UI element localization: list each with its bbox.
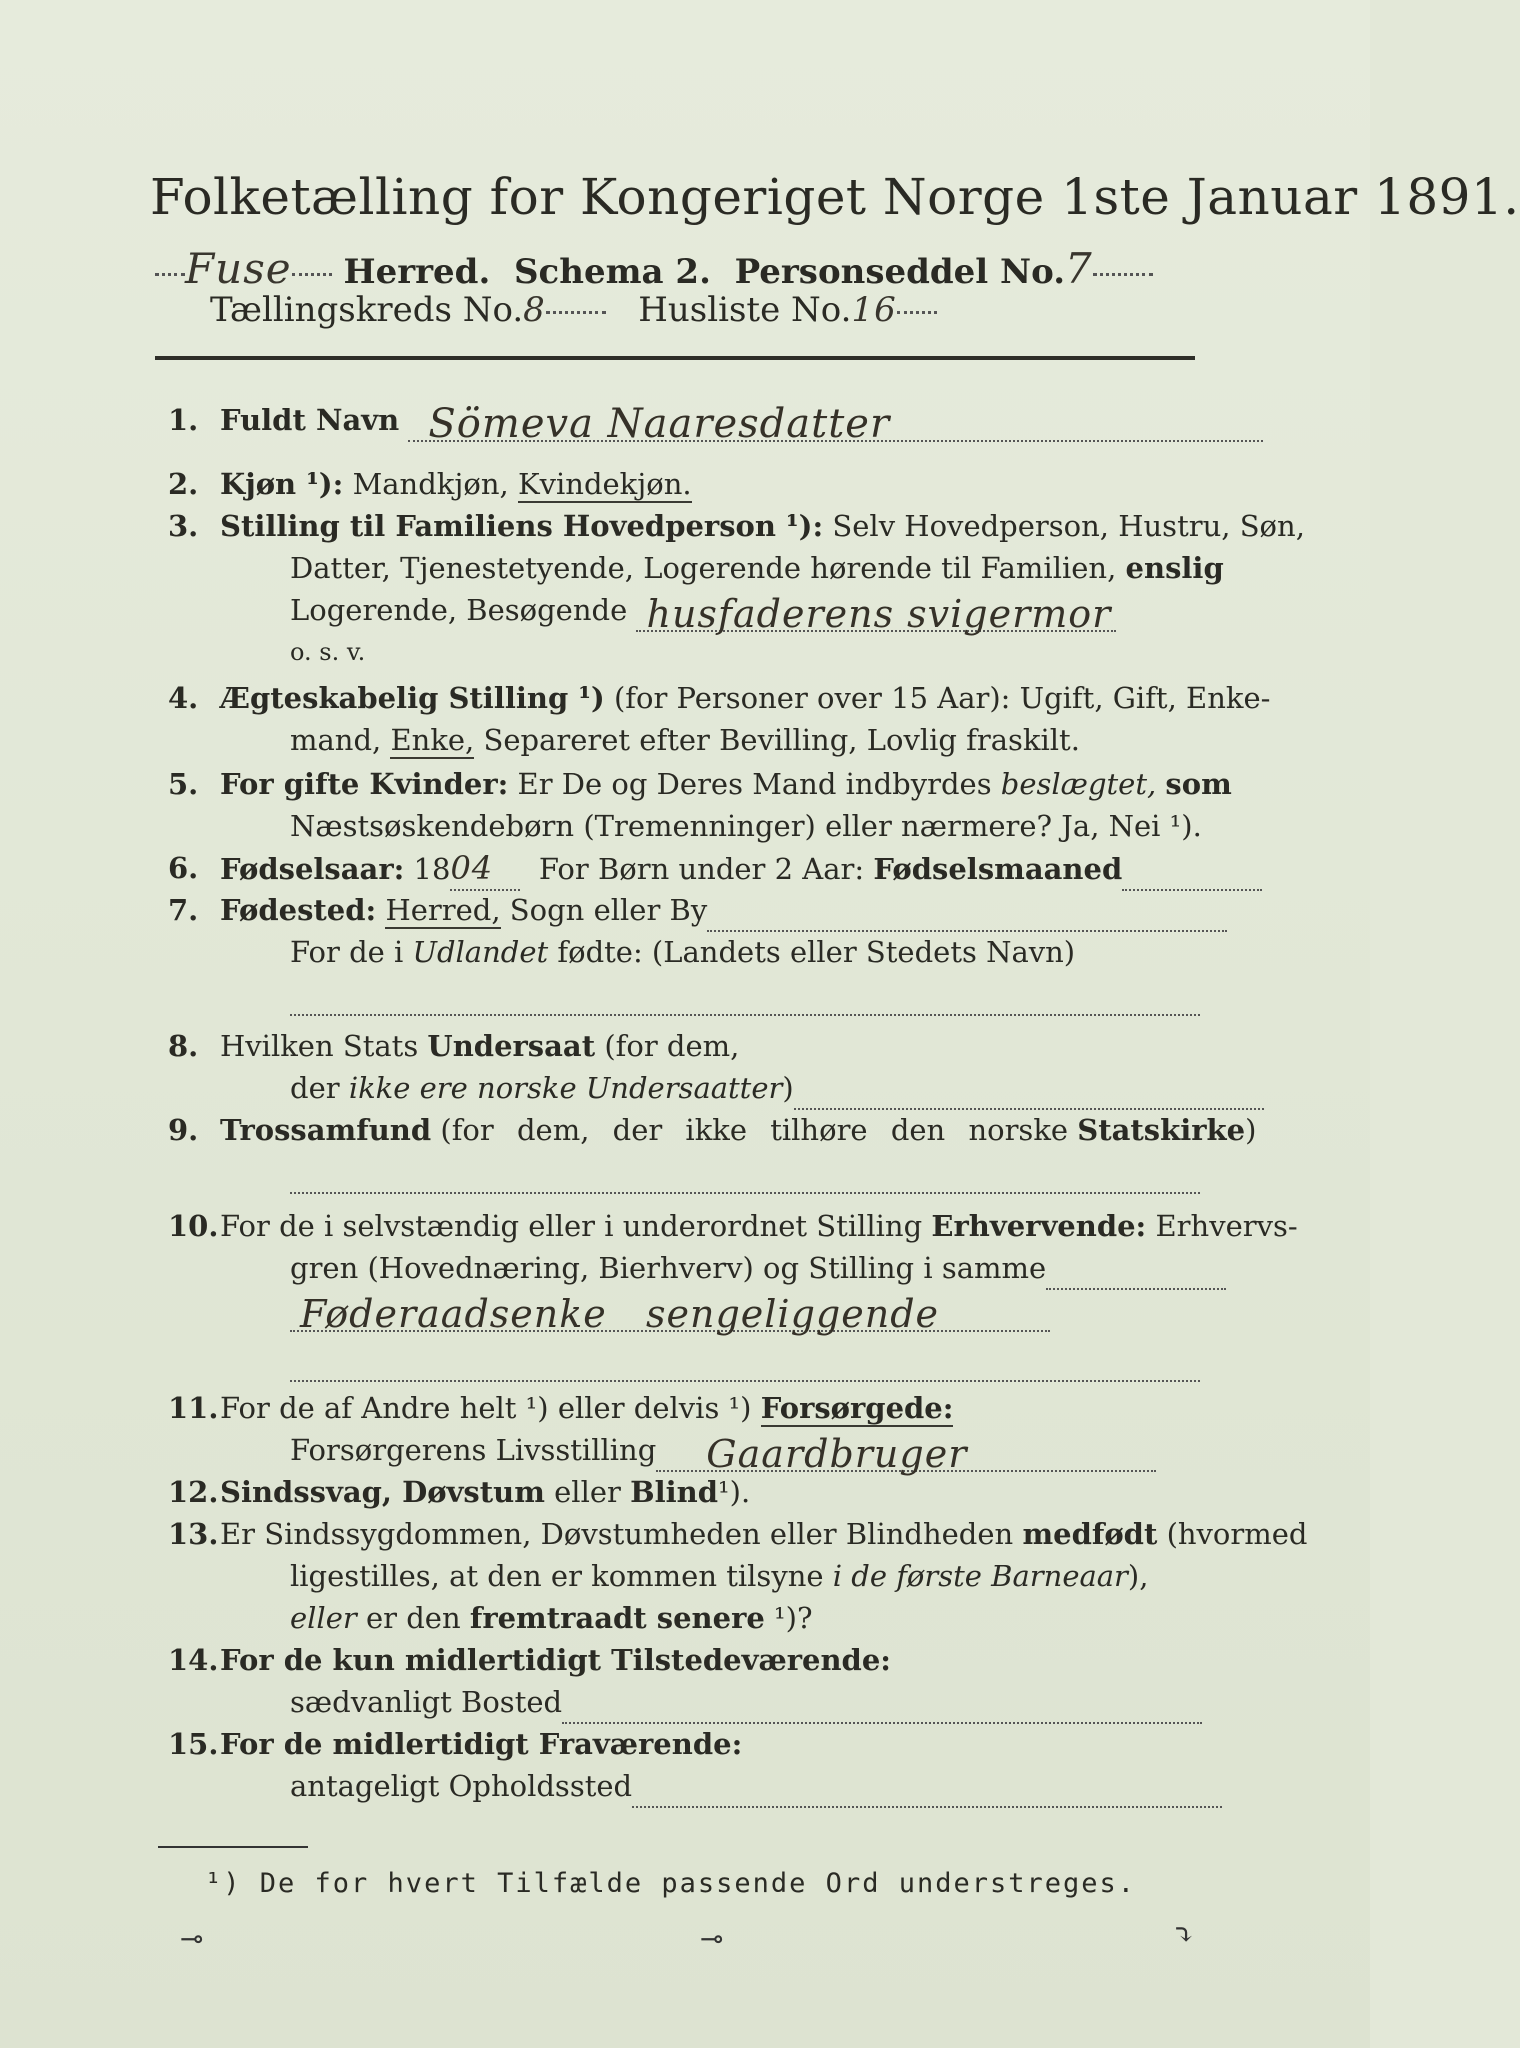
occupation-value: Føderaadsenke sengeliggende [300, 1292, 940, 1336]
item-label: Fødselsmaaned [873, 852, 1123, 886]
item-label: Forsørgede: [760, 1391, 954, 1425]
item-label: fremtraadt senere [469, 1601, 765, 1635]
item-number: 1. [168, 403, 199, 437]
husliste-value: 16 [851, 290, 897, 330]
item-text: Er De og Deres Mand indbyrdes [517, 767, 992, 801]
kreds-label: Tællingskreds No. [210, 290, 524, 330]
item-text: ) [1245, 1113, 1257, 1147]
full-name-value: Sömeva Naaresdatter [428, 401, 891, 447]
item-text: sædvanligt Bosted [290, 1685, 563, 1719]
supporter-value: Gaardbruger [706, 1432, 968, 1476]
item-text: Forsørgerens Livsstilling [290, 1433, 657, 1467]
item-label: medfødt [1022, 1517, 1158, 1551]
item-text: Erhvervs- [1155, 1209, 1298, 1243]
schema-label: Schema 2. [513, 252, 711, 292]
item-number: 2. [168, 467, 199, 501]
item-text: Selv Hovedperson, Hustru, Søn, [832, 509, 1305, 543]
registration-mark-left: ⊸ [180, 1922, 204, 1955]
item-text: ¹). [718, 1475, 751, 1509]
item-text: ), [1127, 1559, 1149, 1593]
item-number: 10. [168, 1209, 219, 1243]
item-label: For de kun midlertidigt Tilstedeværende: [220, 1643, 891, 1677]
item-text: Sogn eller By [509, 893, 708, 927]
item-number: 6. [168, 851, 199, 885]
item-label: Erhvervende: [931, 1209, 1147, 1243]
item-label: For gifte Kvinder: [220, 767, 509, 801]
item-text: For de i selvstændig eller i underordnet Stilling [220, 1209, 923, 1243]
husliste-label: Husliste No. [638, 290, 852, 330]
item-number: 14. [168, 1643, 219, 1677]
item-label: Fødested: [220, 893, 377, 927]
gender-option: Mandkjøn, [352, 467, 509, 501]
herred-value: Fuse [185, 244, 292, 293]
item-label: Fødselsaar: [220, 852, 405, 886]
personseddel-value: 7 [1065, 244, 1093, 293]
kreds-line [210, 290, 937, 330]
item-number: 5. [168, 767, 199, 801]
item-text: ) [782, 1071, 794, 1105]
item-text: beslægtet, [1000, 767, 1157, 801]
item-label: Statskirke [1077, 1113, 1246, 1147]
item-text: der [290, 1071, 340, 1105]
item-label: Blind [630, 1475, 719, 1509]
item-label: Stilling til Familiens Hovedperson ¹): [220, 509, 824, 543]
item-text: Logerende, Besøgende [290, 593, 628, 627]
item-text: eller [554, 1475, 621, 1509]
item-number: 3. [168, 509, 199, 543]
item-text: (for Personer over 15 Aar): Ugift, Gift, Enke- [613, 681, 1271, 715]
item-text: ligestilles, at den er kommen tilsyne [290, 1559, 824, 1593]
item-label: Fuldt Navn [220, 403, 400, 437]
marital-selected: Enke, [390, 723, 475, 757]
item-text: Separeret efter Bevilling, Lovlig fraskilt. [483, 723, 1080, 757]
item-label: Ægteskabelig Stilling ¹) [220, 681, 605, 715]
personseddel-label: Personseddel No. [734, 252, 1066, 292]
header-rule [155, 356, 1195, 360]
form-title: Folketælling for Kongeriget Norge 1ste Januar 1891. [150, 168, 1520, 226]
item-number: 7. [168, 893, 199, 927]
item-text: (for dem, [604, 1029, 740, 1063]
item-text: Er Sindssygdommen, Døvstumheden eller Blindheden [220, 1517, 1014, 1551]
item-text: For de i [290, 935, 404, 969]
item-label: Kjøn ¹): [220, 467, 344, 501]
item-text: fødte: (Landets eller Stedets Navn) [557, 935, 1076, 969]
birthplace-selected: Herred, [385, 893, 501, 927]
item-text: eller [290, 1601, 357, 1635]
item-number: 11. [168, 1391, 219, 1425]
item-text: antageligt Opholdssted [290, 1769, 633, 1803]
item-number: 12. [168, 1475, 219, 1509]
item-number: 13. [168, 1517, 219, 1551]
item-text: gren (Hovednæring, Bierhverv) og Stilling i samme [290, 1251, 1047, 1285]
footnote-rule [158, 1846, 308, 1848]
item-number: 8. [168, 1029, 199, 1063]
item-text: ¹)? [774, 1601, 813, 1635]
birth-year-value: 04 [450, 849, 494, 887]
footnote: ¹) De for hvert Tilfælde passende Ord understreges. [205, 1868, 1137, 1899]
herred-label: Herred. [343, 252, 491, 292]
item-text: som [1165, 767, 1232, 801]
herred-line [155, 244, 1153, 293]
item-number: 15. [168, 1727, 219, 1761]
item-text: ikke ere norske Undersaatter [348, 1071, 783, 1105]
item-text: Udlandet [412, 935, 549, 969]
item-text: Datter, Tjenestetyende, Logerende hørende til Familien, [290, 551, 1117, 585]
item-text: Næstsøskendebørn (Tremenninger) eller nærmere? Ja, Nei ¹). [290, 809, 1202, 843]
item-text: er den [365, 1601, 461, 1635]
item-text: (for dem, der ikke tilhøre den norske [440, 1113, 1069, 1147]
item-text: For de af Andre helt ¹) eller delvis ¹) [220, 1391, 752, 1425]
item-number: 4. [168, 681, 199, 715]
item-label: Sindssvag, Døvstum [220, 1475, 545, 1509]
item-text: enslig [1125, 551, 1224, 585]
item-number: 9. [168, 1113, 199, 1147]
kreds-value: 8 [523, 290, 546, 330]
family-position-value: husfaderens svigermor [646, 592, 1112, 636]
item-text: i de første Barneaar [832, 1559, 1128, 1593]
item-label: Trossamfund [220, 1113, 432, 1147]
item-text: Hvilken Stats [220, 1029, 419, 1063]
item-label: Undersaat [427, 1029, 596, 1063]
birth-year-prefix: 18 [413, 852, 451, 886]
registration-mark-center: ⊸ [700, 1922, 724, 1955]
item-text: o. s. v. [290, 638, 366, 666]
item-label: For de midlertidigt Fraværende: [220, 1727, 743, 1761]
registration-mark-right: ⤵ [1172, 1918, 1196, 1951]
item-text: (hvormed [1166, 1517, 1308, 1551]
item-text: For Børn under 2 Aar: [538, 852, 865, 886]
item-text: mand, [290, 723, 382, 757]
gender-selected: Kvindekjøn. [517, 467, 692, 501]
